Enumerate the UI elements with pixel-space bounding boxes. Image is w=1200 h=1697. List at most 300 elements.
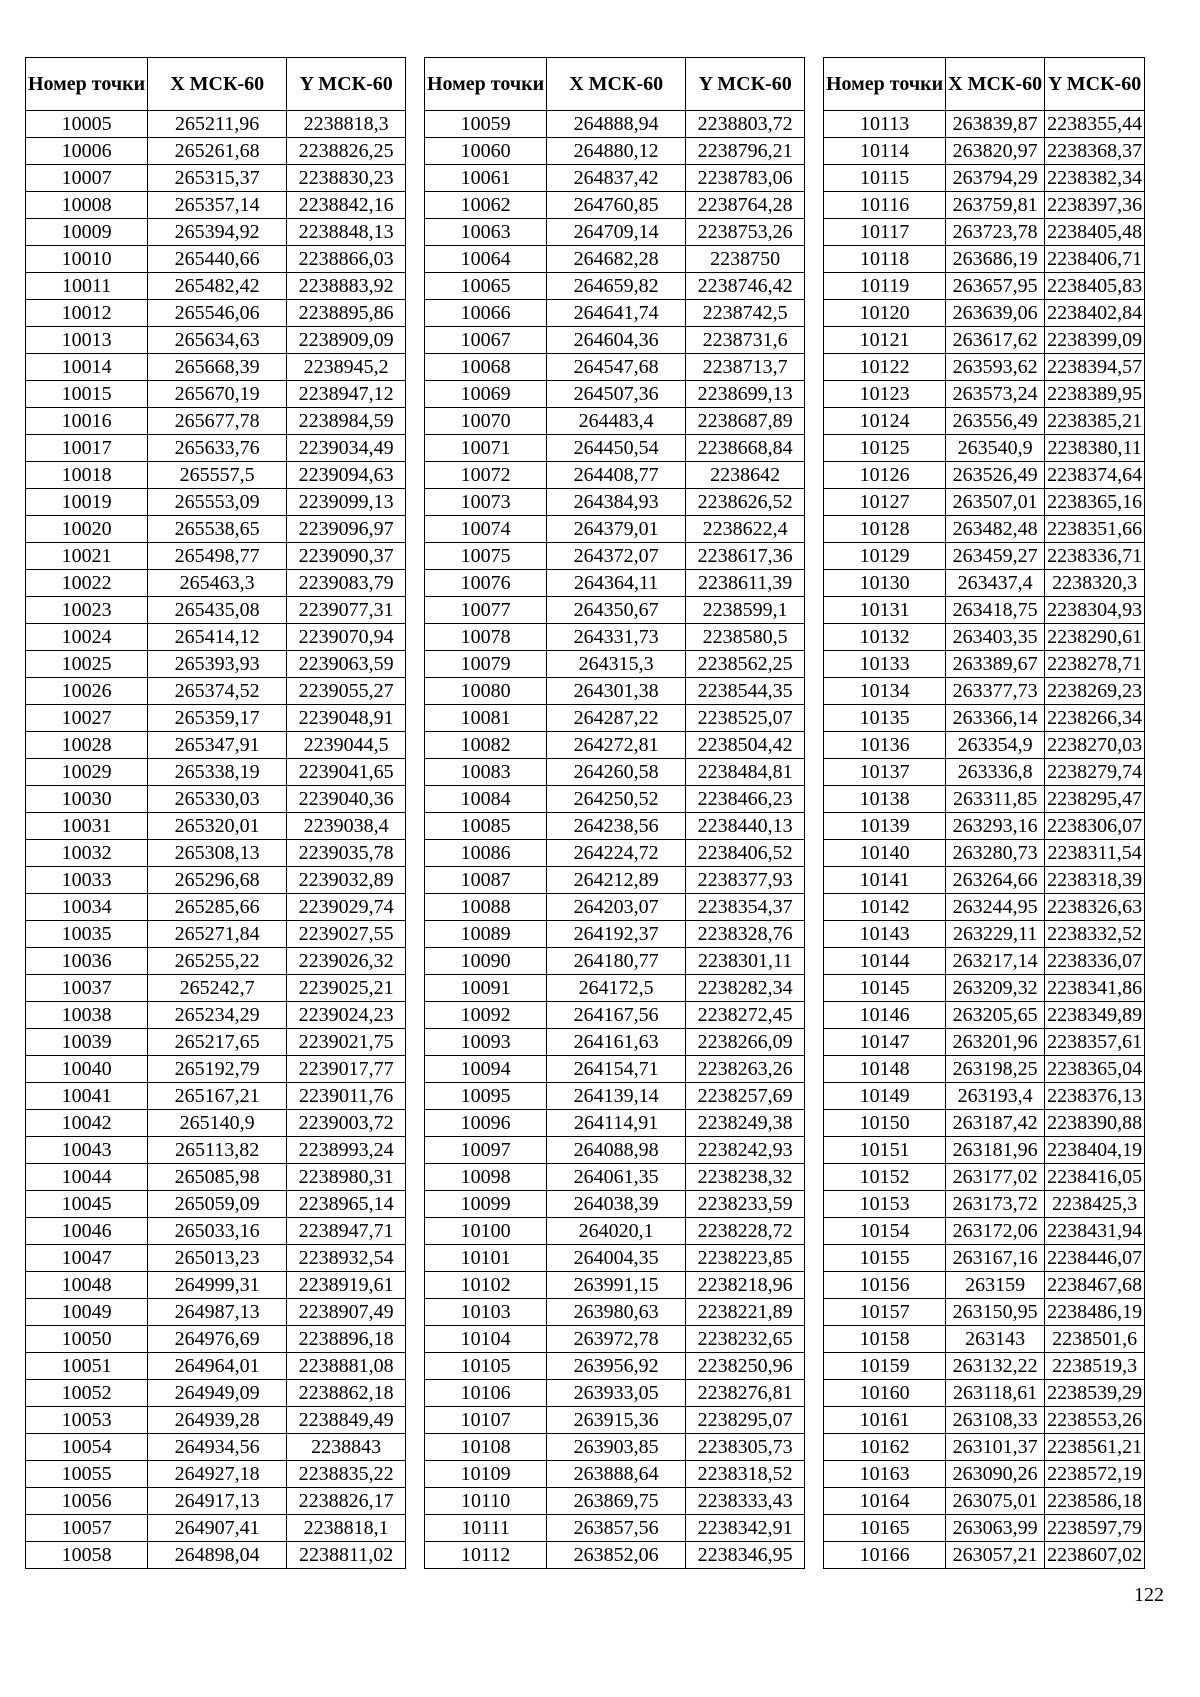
y-coordinate-cell: 2238269,23 (1045, 678, 1145, 705)
x-coordinate-cell: 263956,92 (547, 1353, 686, 1380)
y-coordinate-cell: 2238848,13 (287, 219, 406, 246)
table-row (26, 1434, 406, 1461)
y-coordinate-cell: 2238980,31 (287, 1164, 406, 1191)
y-coordinate-cell: 2238406,52 (686, 840, 805, 867)
x-coordinate-cell: 264224,72 (547, 840, 686, 867)
x-coordinate-cell: 264315,3 (547, 651, 686, 678)
y-coordinate-cell: 2238266,09 (686, 1029, 805, 1056)
point-number-cell: 10050 (26, 1326, 148, 1353)
table-row (425, 732, 805, 759)
x-coordinate-cell: 265167,21 (148, 1083, 287, 1110)
table-row (26, 300, 406, 327)
table-row (824, 408, 1145, 435)
y-coordinate-cell: 2238993,24 (287, 1137, 406, 1164)
table-row (26, 1137, 406, 1164)
point-number-cell: 10037 (26, 975, 148, 1002)
x-coordinate-cell: 263418,75 (946, 597, 1045, 624)
x-coordinate-cell: 263389,67 (946, 651, 1045, 678)
y-coordinate-cell: 2238405,83 (1045, 273, 1145, 300)
x-coordinate-cell: 265546,06 (148, 300, 287, 327)
y-coordinate-cell: 2238561,21 (1045, 1434, 1145, 1461)
table-row (824, 327, 1145, 354)
point-number-cell: 10135 (824, 705, 946, 732)
table-row (824, 1461, 1145, 1488)
y-coordinate-cell: 2238351,66 (1045, 516, 1145, 543)
point-number-cell: 10033 (26, 867, 148, 894)
y-coordinate-cell: 2239099,13 (287, 489, 406, 516)
table-row (824, 1056, 1145, 1083)
y-coordinate-cell: 2239029,74 (287, 894, 406, 921)
point-number-cell: 10088 (425, 894, 547, 921)
point-number-cell: 10040 (26, 1056, 148, 1083)
point-number-cell: 10066 (425, 300, 547, 327)
point-number-cell: 10064 (425, 246, 547, 273)
point-number-cell: 10076 (425, 570, 547, 597)
table-row (824, 1542, 1145, 1569)
table-row (425, 138, 805, 165)
point-number-cell: 10113 (824, 111, 946, 138)
point-number-cell: 10149 (824, 1083, 946, 1110)
table-row (26, 408, 406, 435)
x-coordinate-cell: 264203,07 (547, 894, 686, 921)
table-row (824, 543, 1145, 570)
point-number-cell: 10012 (26, 300, 148, 327)
y-coordinate-cell: 2238742,5 (686, 300, 805, 327)
point-number-cell: 10129 (824, 543, 946, 570)
x-coordinate-cell: 265315,37 (148, 165, 287, 192)
point-number-cell: 10166 (824, 1542, 946, 1569)
table-row (824, 948, 1145, 975)
x-coordinate-cell: 265633,76 (148, 435, 287, 462)
x-coordinate-cell: 263205,65 (946, 1002, 1045, 1029)
point-number-cell: 10053 (26, 1407, 148, 1434)
table-row (26, 1353, 406, 1380)
table-row (26, 1272, 406, 1299)
table-header-row (425, 58, 805, 111)
y-coordinate-cell: 2238228,72 (686, 1218, 805, 1245)
point-number-cell: 10075 (425, 543, 547, 570)
x-coordinate-cell: 265013,23 (148, 1245, 287, 1272)
x-coordinate-cell: 265085,98 (148, 1164, 287, 1191)
point-number-cell: 10104 (425, 1326, 547, 1353)
y-coordinate-cell: 2238849,49 (287, 1407, 406, 1434)
y-coordinate-cell: 2238803,72 (686, 111, 805, 138)
point-number-cell: 10116 (824, 192, 946, 219)
table-row (824, 435, 1145, 462)
y-coordinate-cell: 2238405,48 (1045, 219, 1145, 246)
x-coordinate-cell: 265357,14 (148, 192, 287, 219)
x-coordinate-cell: 265670,19 (148, 381, 287, 408)
x-coordinate-cell: 264364,11 (547, 570, 686, 597)
x-coordinate-cell: 263540,9 (946, 435, 1045, 462)
y-coordinate-cell: 2238947,71 (287, 1218, 406, 1245)
table-row (425, 705, 805, 732)
point-number-cell: 10161 (824, 1407, 946, 1434)
y-coordinate-cell: 2239040,36 (287, 786, 406, 813)
y-coordinate-cell: 2238504,42 (686, 732, 805, 759)
x-coordinate-cell: 263437,4 (946, 570, 1045, 597)
y-coordinate-cell: 2238425,3 (1045, 1191, 1145, 1218)
point-number-cell: 10044 (26, 1164, 148, 1191)
point-number-cell: 10114 (824, 138, 946, 165)
table-row (26, 786, 406, 813)
point-number-cell: 10052 (26, 1380, 148, 1407)
x-coordinate-cell: 263311,85 (946, 786, 1045, 813)
point-number-cell: 10026 (26, 678, 148, 705)
x-coordinate-cell: 264547,68 (547, 354, 686, 381)
x-coordinate-cell: 263336,8 (946, 759, 1045, 786)
table-row (824, 1272, 1145, 1299)
table-row (824, 1191, 1145, 1218)
x-coordinate-cell: 264408,77 (547, 462, 686, 489)
y-coordinate-cell: 2238416,05 (1045, 1164, 1145, 1191)
point-number-cell: 10020 (26, 516, 148, 543)
x-coordinate-cell: 265140,9 (148, 1110, 287, 1137)
table-row (824, 354, 1145, 381)
point-number-cell: 10109 (425, 1461, 547, 1488)
x-coordinate-cell: 264507,36 (547, 381, 686, 408)
point-number-cell: 10031 (26, 813, 148, 840)
x-coordinate-cell: 265308,13 (148, 840, 287, 867)
point-number-cell: 10108 (425, 1434, 547, 1461)
point-number-cell: 10119 (824, 273, 946, 300)
y-coordinate-cell: 2238746,42 (686, 273, 805, 300)
header-point-number: Номер точки (26, 58, 148, 111)
point-number-cell: 10159 (824, 1353, 946, 1380)
y-coordinate-cell: 2238250,96 (686, 1353, 805, 1380)
y-coordinate-cell: 2238305,73 (686, 1434, 805, 1461)
table-row (824, 1218, 1145, 1245)
table-row (26, 813, 406, 840)
table-row (26, 732, 406, 759)
table-row (824, 462, 1145, 489)
y-coordinate-cell: 2239021,75 (287, 1029, 406, 1056)
table-row (425, 1164, 805, 1191)
table-row (26, 435, 406, 462)
x-coordinate-cell: 263244,95 (946, 894, 1045, 921)
y-coordinate-cell: 2238544,35 (686, 678, 805, 705)
point-number-cell: 10006 (26, 138, 148, 165)
table-row (824, 1164, 1145, 1191)
x-coordinate-cell: 264907,41 (148, 1515, 287, 1542)
point-number-cell: 10095 (425, 1083, 547, 1110)
y-coordinate-cell: 2238249,38 (686, 1110, 805, 1137)
y-coordinate-cell: 2238385,21 (1045, 408, 1145, 435)
x-coordinate-cell: 264154,71 (547, 1056, 686, 1083)
y-coordinate-cell: 2238311,54 (1045, 840, 1145, 867)
point-number-cell: 10073 (425, 489, 547, 516)
y-coordinate-cell: 2238328,76 (686, 921, 805, 948)
table-row (26, 597, 406, 624)
table-row (425, 300, 805, 327)
point-number-cell: 10084 (425, 786, 547, 813)
y-coordinate-cell: 2238580,5 (686, 624, 805, 651)
x-coordinate-cell: 263150,95 (946, 1299, 1045, 1326)
x-coordinate-cell: 264888,94 (547, 111, 686, 138)
y-coordinate-cell: 2238984,59 (287, 408, 406, 435)
table-row (26, 759, 406, 786)
table-row (425, 921, 805, 948)
table-row (824, 300, 1145, 327)
x-coordinate-cell: 264987,13 (148, 1299, 287, 1326)
y-coordinate-cell: 2238626,52 (686, 489, 805, 516)
header-point-number: Номер точки (824, 58, 946, 111)
y-coordinate-cell: 2238304,93 (1045, 597, 1145, 624)
y-coordinate-cell: 2238295,07 (686, 1407, 805, 1434)
table-row (26, 1380, 406, 1407)
header-y-msk60: Y МСК-60 (287, 58, 406, 111)
point-number-cell: 10130 (824, 570, 946, 597)
x-coordinate-cell: 263101,37 (946, 1434, 1045, 1461)
y-coordinate-cell: 2238572,19 (1045, 1461, 1145, 1488)
y-coordinate-cell: 2238919,61 (287, 1272, 406, 1299)
y-coordinate-cell: 2238597,79 (1045, 1515, 1145, 1542)
table-row (26, 651, 406, 678)
table-row (824, 1434, 1145, 1461)
table-row (26, 246, 406, 273)
point-number-cell: 10093 (425, 1029, 547, 1056)
point-number-cell: 10155 (824, 1245, 946, 1272)
table-row (824, 840, 1145, 867)
table-row (425, 1110, 805, 1137)
x-coordinate-cell: 265296,68 (148, 867, 287, 894)
x-coordinate-cell: 263201,96 (946, 1029, 1045, 1056)
table-row (824, 516, 1145, 543)
table-row (26, 111, 406, 138)
table-row (824, 273, 1145, 300)
header-y-msk60: Y МСК-60 (1045, 58, 1145, 111)
point-number-cell: 10151 (824, 1137, 946, 1164)
y-coordinate-cell: 2239044,5 (287, 732, 406, 759)
x-coordinate-cell: 263090,26 (946, 1461, 1045, 1488)
table-row (425, 543, 805, 570)
point-number-cell: 10153 (824, 1191, 946, 1218)
x-coordinate-cell: 264483,4 (547, 408, 686, 435)
point-number-cell: 10092 (425, 1002, 547, 1029)
x-coordinate-cell: 263794,29 (946, 165, 1045, 192)
table-row (26, 1164, 406, 1191)
point-number-cell: 10065 (425, 273, 547, 300)
y-coordinate-cell: 2238431,94 (1045, 1218, 1145, 1245)
table-row (26, 1488, 406, 1515)
table-row (425, 327, 805, 354)
x-coordinate-cell: 265113,82 (148, 1137, 287, 1164)
point-number-cell: 10017 (26, 435, 148, 462)
point-number-cell: 10036 (26, 948, 148, 975)
table-row (824, 1326, 1145, 1353)
table-row (425, 273, 805, 300)
x-coordinate-cell: 264372,07 (547, 543, 686, 570)
table-row (26, 489, 406, 516)
table-row (824, 570, 1145, 597)
point-number-cell: 10121 (824, 327, 946, 354)
point-number-cell: 10069 (425, 381, 547, 408)
x-coordinate-cell: 263839,87 (946, 111, 1045, 138)
y-coordinate-cell: 2239003,72 (287, 1110, 406, 1137)
point-number-cell: 10018 (26, 462, 148, 489)
table-row (26, 894, 406, 921)
x-coordinate-cell: 263354,9 (946, 732, 1045, 759)
y-coordinate-cell: 2239026,32 (287, 948, 406, 975)
x-coordinate-cell: 263573,24 (946, 381, 1045, 408)
point-number-cell: 10030 (26, 786, 148, 813)
point-number-cell: 10143 (824, 921, 946, 948)
table-row (425, 1353, 805, 1380)
x-coordinate-cell: 264880,12 (547, 138, 686, 165)
point-number-cell: 10147 (824, 1029, 946, 1056)
y-coordinate-cell: 2239011,76 (287, 1083, 406, 1110)
y-coordinate-cell: 2238242,93 (686, 1137, 805, 1164)
y-coordinate-cell: 2238907,49 (287, 1299, 406, 1326)
x-coordinate-cell: 264260,58 (547, 759, 686, 786)
point-number-cell: 10133 (824, 651, 946, 678)
table-row (425, 894, 805, 921)
point-number-cell: 10041 (26, 1083, 148, 1110)
y-coordinate-cell: 2239077,31 (287, 597, 406, 624)
x-coordinate-cell: 265192,79 (148, 1056, 287, 1083)
y-coordinate-cell: 2238333,43 (686, 1488, 805, 1515)
coordinate-tables (25, 57, 1145, 1566)
table-row (824, 867, 1145, 894)
point-number-cell: 10034 (26, 894, 148, 921)
table-row (26, 1461, 406, 1488)
table-row (824, 732, 1145, 759)
x-coordinate-cell: 264934,56 (148, 1434, 287, 1461)
table-row (425, 759, 805, 786)
y-coordinate-cell: 2238562,25 (686, 651, 805, 678)
point-number-cell: 10157 (824, 1299, 946, 1326)
point-number-cell: 10005 (26, 111, 148, 138)
y-coordinate-cell: 2238326,63 (1045, 894, 1145, 921)
table-row (26, 1245, 406, 1272)
x-coordinate-cell: 264379,01 (547, 516, 686, 543)
x-coordinate-cell: 263264,66 (946, 867, 1045, 894)
x-coordinate-cell: 263172,06 (946, 1218, 1045, 1245)
point-number-cell: 10045 (26, 1191, 148, 1218)
y-coordinate-cell: 2238895,86 (287, 300, 406, 327)
y-coordinate-cell: 2238713,7 (686, 354, 805, 381)
table-row (26, 624, 406, 651)
table-body (824, 111, 1145, 1569)
point-number-cell: 10156 (824, 1272, 946, 1299)
table-row (26, 516, 406, 543)
y-coordinate-cell: 2238446,07 (1045, 1245, 1145, 1272)
x-coordinate-cell: 263057,21 (946, 1542, 1045, 1569)
x-coordinate-cell: 263075,01 (946, 1488, 1045, 1515)
point-number-cell: 10021 (26, 543, 148, 570)
table-row (824, 597, 1145, 624)
y-coordinate-cell: 2238843 (287, 1434, 406, 1461)
point-number-cell: 10007 (26, 165, 148, 192)
x-coordinate-cell: 265217,65 (148, 1029, 287, 1056)
point-number-cell: 10163 (824, 1461, 946, 1488)
y-coordinate-cell: 2238365,04 (1045, 1056, 1145, 1083)
y-coordinate-cell: 2238232,65 (686, 1326, 805, 1353)
point-number-cell: 10055 (26, 1461, 148, 1488)
point-number-cell: 10146 (824, 1002, 946, 1029)
table-row (26, 1083, 406, 1110)
point-number-cell: 10008 (26, 192, 148, 219)
point-number-cell: 10035 (26, 921, 148, 948)
x-coordinate-cell: 265668,39 (148, 354, 287, 381)
x-coordinate-cell: 265033,16 (148, 1218, 287, 1245)
x-coordinate-cell: 265440,66 (148, 246, 287, 273)
table-row (824, 246, 1145, 273)
x-coordinate-cell: 264641,74 (547, 300, 686, 327)
table-header-row (26, 58, 406, 111)
y-coordinate-cell: 2238945,2 (287, 354, 406, 381)
table-row (425, 354, 805, 381)
point-number-cell: 10137 (824, 759, 946, 786)
y-coordinate-cell: 2238642 (686, 462, 805, 489)
table-row (425, 867, 805, 894)
y-coordinate-cell: 2238539,29 (1045, 1380, 1145, 1407)
x-coordinate-cell: 264604,36 (547, 327, 686, 354)
point-number-cell: 10122 (824, 354, 946, 381)
table-row (425, 840, 805, 867)
table-row (26, 543, 406, 570)
y-coordinate-cell: 2238467,68 (1045, 1272, 1145, 1299)
x-coordinate-cell: 264061,35 (547, 1164, 686, 1191)
y-coordinate-cell: 2238611,39 (686, 570, 805, 597)
table-row (425, 1083, 805, 1110)
y-coordinate-cell: 2238764,28 (686, 192, 805, 219)
point-number-cell: 10120 (824, 300, 946, 327)
point-number-cell: 10138 (824, 786, 946, 813)
point-number-cell: 10056 (26, 1488, 148, 1515)
y-coordinate-cell: 2238394,57 (1045, 354, 1145, 381)
table-row (824, 489, 1145, 516)
y-coordinate-cell: 2238402,84 (1045, 300, 1145, 327)
x-coordinate-cell: 265463,3 (148, 570, 287, 597)
point-number-cell: 10011 (26, 273, 148, 300)
point-number-cell: 10059 (425, 111, 547, 138)
table-row (26, 273, 406, 300)
y-coordinate-cell: 2238783,06 (686, 165, 805, 192)
table-row (425, 1380, 805, 1407)
x-coordinate-cell: 263526,49 (946, 462, 1045, 489)
x-coordinate-cell: 263482,48 (946, 516, 1045, 543)
y-coordinate-cell: 2238218,96 (686, 1272, 805, 1299)
point-number-cell: 10010 (26, 246, 148, 273)
point-number-cell: 10142 (824, 894, 946, 921)
table-row (425, 1326, 805, 1353)
y-coordinate-cell: 2238842,16 (287, 192, 406, 219)
y-coordinate-cell: 2238404,19 (1045, 1137, 1145, 1164)
point-number-cell: 10043 (26, 1137, 148, 1164)
x-coordinate-cell: 264837,42 (547, 165, 686, 192)
table-row (824, 1002, 1145, 1029)
point-number-cell: 10085 (425, 813, 547, 840)
table-row (824, 921, 1145, 948)
point-number-cell: 10144 (824, 948, 946, 975)
table-row (425, 1218, 805, 1245)
point-number-cell: 10126 (824, 462, 946, 489)
table-row (425, 813, 805, 840)
x-coordinate-cell: 263593,62 (946, 354, 1045, 381)
x-coordinate-cell: 264760,85 (547, 192, 686, 219)
table-row (26, 867, 406, 894)
header-y-msk60: Y МСК-60 (686, 58, 805, 111)
y-coordinate-cell: 2238266,34 (1045, 705, 1145, 732)
coordinate-table-1 (25, 57, 406, 1569)
table-row (26, 570, 406, 597)
y-coordinate-cell: 2238349,89 (1045, 1002, 1145, 1029)
y-coordinate-cell: 2238866,03 (287, 246, 406, 273)
x-coordinate-cell: 264682,28 (547, 246, 686, 273)
table-row (824, 219, 1145, 246)
table-row (425, 1299, 805, 1326)
